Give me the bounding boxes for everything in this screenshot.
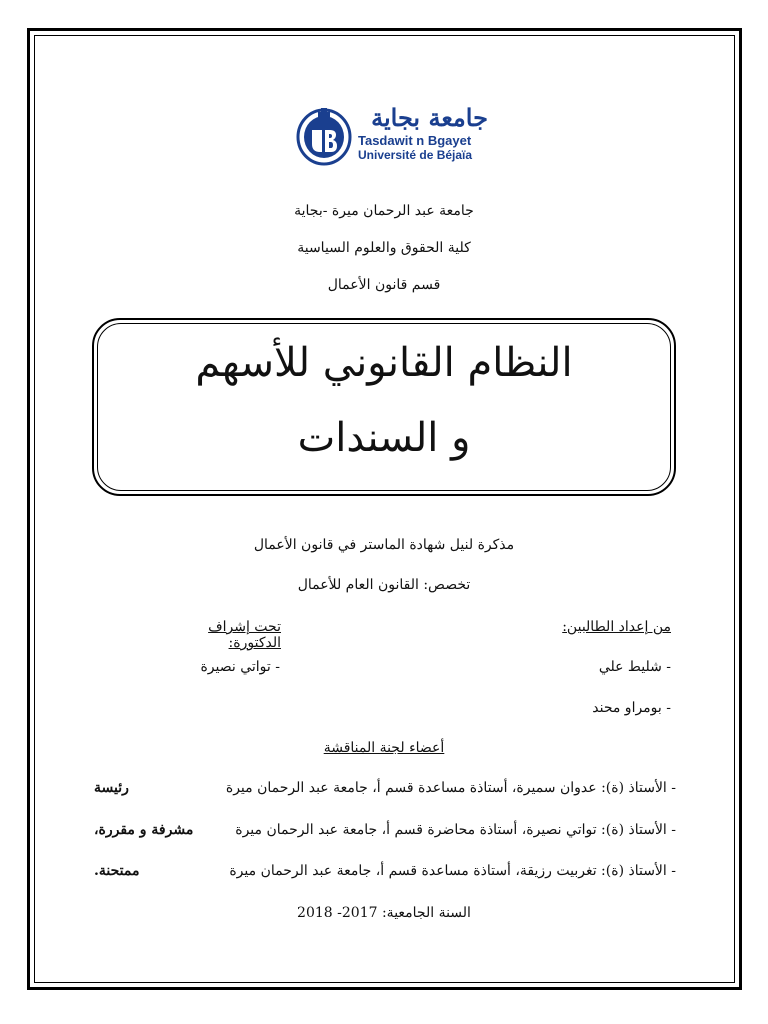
- committee-member-1-role: رئيسة: [94, 780, 129, 796]
- committee-member-3: - الأستاذ (ة): تغربيت رزيقة، أستاذة مساعدة قسم أ، جامعة عبد الرحمان ميرة: [229, 863, 676, 879]
- department-name: قسم قانون الأعمال: [327, 277, 441, 293]
- author-1: - شليط علي: [598, 659, 671, 675]
- committee-member-3-role: ممتحنة.: [94, 863, 140, 879]
- logo-french-name: Université de Béjaïa: [358, 148, 473, 162]
- thesis-title-line-1: النظام القانوني للأسهم: [195, 340, 573, 386]
- supervisor-name: - تواتي نصيرة: [200, 659, 280, 675]
- authors-heading: من إعداد الطالبين:: [562, 619, 671, 635]
- author-2: - بومراو محند: [592, 700, 671, 716]
- committee-member-2: - الأستاذ (ة): تواتي نصيرة، أستاذة محاضرة قسم أ، جامعة عبد الرحمان ميرة: [235, 822, 676, 838]
- university-logo: [296, 104, 501, 168]
- thesis-title-line-2: و السندات: [297, 415, 471, 461]
- university-name: جامعة عبد الرحمان ميرة -بجاية: [294, 203, 474, 219]
- committee-heading: أعضاء لجنة المناقشة: [323, 740, 445, 756]
- committee-member-2-role: مشرفة و مقررة،: [94, 822, 194, 838]
- university-emblem-icon: [296, 108, 352, 166]
- logo-arabic-name: جامعة بجاية: [371, 103, 488, 132]
- logo-tamazight-name: Tasdawit n Bgayet: [358, 133, 472, 148]
- committee-member-1: - الأستاذ (ة): عدوان سميرة، أستاذة مساعدة قسم أ، جامعة عبد الرحمان ميرة: [225, 780, 676, 796]
- thesis-purpose: مذكرة لنيل شهادة الماستر في قانون الأعمال: [253, 537, 515, 553]
- academic-year: السنة الجامعية: 2017- 2018: [297, 905, 471, 921]
- supervisor-heading: تحت إشراف الدكتورة:: [208, 619, 281, 651]
- page-border-inner: [34, 35, 735, 983]
- thesis-specialty: تخصص: القانون العام للأعمال: [297, 577, 471, 593]
- faculty-name: كلية الحقوق والعلوم السياسية: [297, 240, 471, 256]
